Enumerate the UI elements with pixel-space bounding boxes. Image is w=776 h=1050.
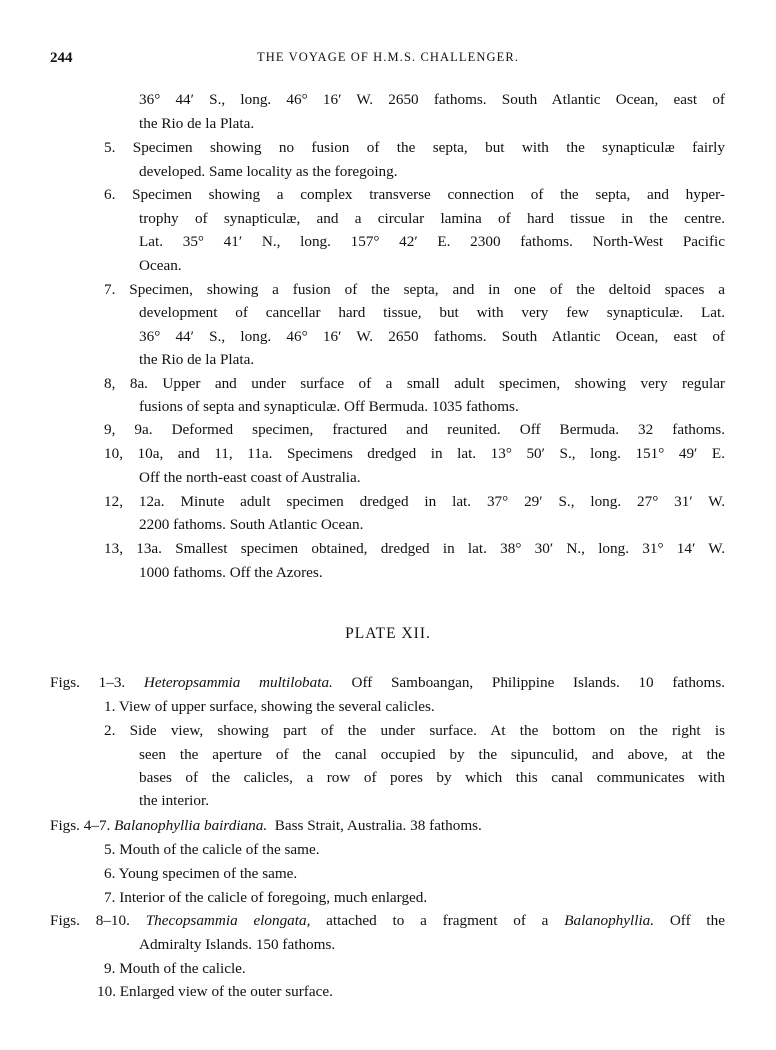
text-line: 12, 12a. Minute adult specimen dredged in lat. 37° 29′ S., long. 27° 31′ W. [104,493,725,510]
text-line: 36° 44′ S., long. 46° 16′ W. 2650 fathoms. South Atlantic Ocean, east of [139,91,725,108]
species-name: Balanophyllia bairdiana. [114,817,268,834]
text-line: developed. Same locality as the foregoing. [139,163,398,180]
locality: Off the [669,912,725,929]
text-line: 2. Side view, showing part of the under surface. At the bottom on the right is [104,722,725,739]
text-line: 13, 13a. Smallest specimen obtained, dredged in lat. 38° 30′ N., long. 31° 14′ W. [104,540,725,557]
text-line: 6. Young specimen of the same. [104,865,298,882]
figure-label: Figs. 8–10. [50,912,130,929]
text-line: Admiralty Islands. 150 fathoms. [139,936,336,953]
text-line: bases of the calicles, a row of pores by which this canal communicates with [139,769,725,786]
text-line: 1. View of upper surface, showing the several calicles. [104,698,435,715]
text-line: 2200 fathoms. South Atlantic Ocean. [139,516,364,533]
figure-group-line [50,909,725,933]
text-line: 36° 44′ S., long. 46° 16′ W. 2650 fathoms. South Atlantic Ocean, east of [139,328,725,345]
text-line: the Rio de la Plata. [139,115,255,132]
species-name: Heteropsammia multilobata. [143,674,333,691]
text-line: 5. Specimen showing no fusion of the septa, but with the synapticulæ fairly [104,139,725,156]
running-title: THE VOYAGE OF H.M.S. CHALLENGER. [256,50,520,64]
species-name: Thecopsammia elongata, [145,912,311,929]
page-number: 244 [50,50,73,66]
text-line: fusions of septa and synapticulæ. Off Bermuda. 1035 fathoms. [139,398,519,415]
text-line: 5. Mouth of the calicle of the same. [104,841,320,858]
text-line: 10, 10a, and 11, 11a. Specimens dredged in lat. 13° 50′ S., long. 151° 49′ E. [104,445,725,462]
text-line: Off the north-east coast of Australia. [139,469,361,486]
locality: Off Samboangan, Philippine Islands. 10 fathoms. [351,674,726,691]
text-line: 9, 9a. Deformed specimen, fractured and reunited. Off Bermuda. 32 fathoms. [104,421,725,438]
figure-label: Figs. 4–7. [50,817,111,834]
text-line: 7. Interior of the calicle of foregoing, much enlarged. [104,889,428,906]
text-line: Lat. 35° 41′ N., long. 157° 42′ E. 2300 fathoms. North-West Pacific [139,233,725,250]
species-name: Balanophyllia. [564,912,655,929]
locality: attached to a fragment of a [326,912,549,929]
text-line: 10. Enlarged view of the outer surface. [97,983,333,1000]
locality: Bass Strait, Australia. 38 fathoms. [274,817,482,834]
text-line: the interior. [139,792,210,809]
text-line: development of cancellar hard tissue, but with very few synapticulæ. Lat. [139,304,725,321]
text-line: 7. Specimen, showing a fusion of the septa, and in one of the deltoid spaces a [104,281,725,298]
figure-label: Figs. 1–3. [50,674,126,691]
text-line: trophy of synapticulæ, and a circular lamina of hard tissue in the centre. [139,210,725,227]
plate-xii-heading: PLATE XII. [345,625,431,642]
text-line: the Rio de la Plata. [139,351,255,368]
text-line: 9. Mouth of the calicle. [104,960,246,977]
figure-group-line [50,814,482,838]
text-line: Ocean. [139,257,182,274]
page-header [0,50,776,70]
text-line: 6. Specimen showing a complex transverse connection of the septa, and hyper- [104,186,725,203]
text-line: seen the aperture of the canal occupied by the sipunculid, and above, at the [139,746,725,763]
figure-group-line [50,671,725,695]
text-line: 1000 fathoms. Off the Azores. [139,564,323,581]
text-line: 8, 8a. Upper and under surface of a small adult specimen, showing very regular [104,375,725,392]
